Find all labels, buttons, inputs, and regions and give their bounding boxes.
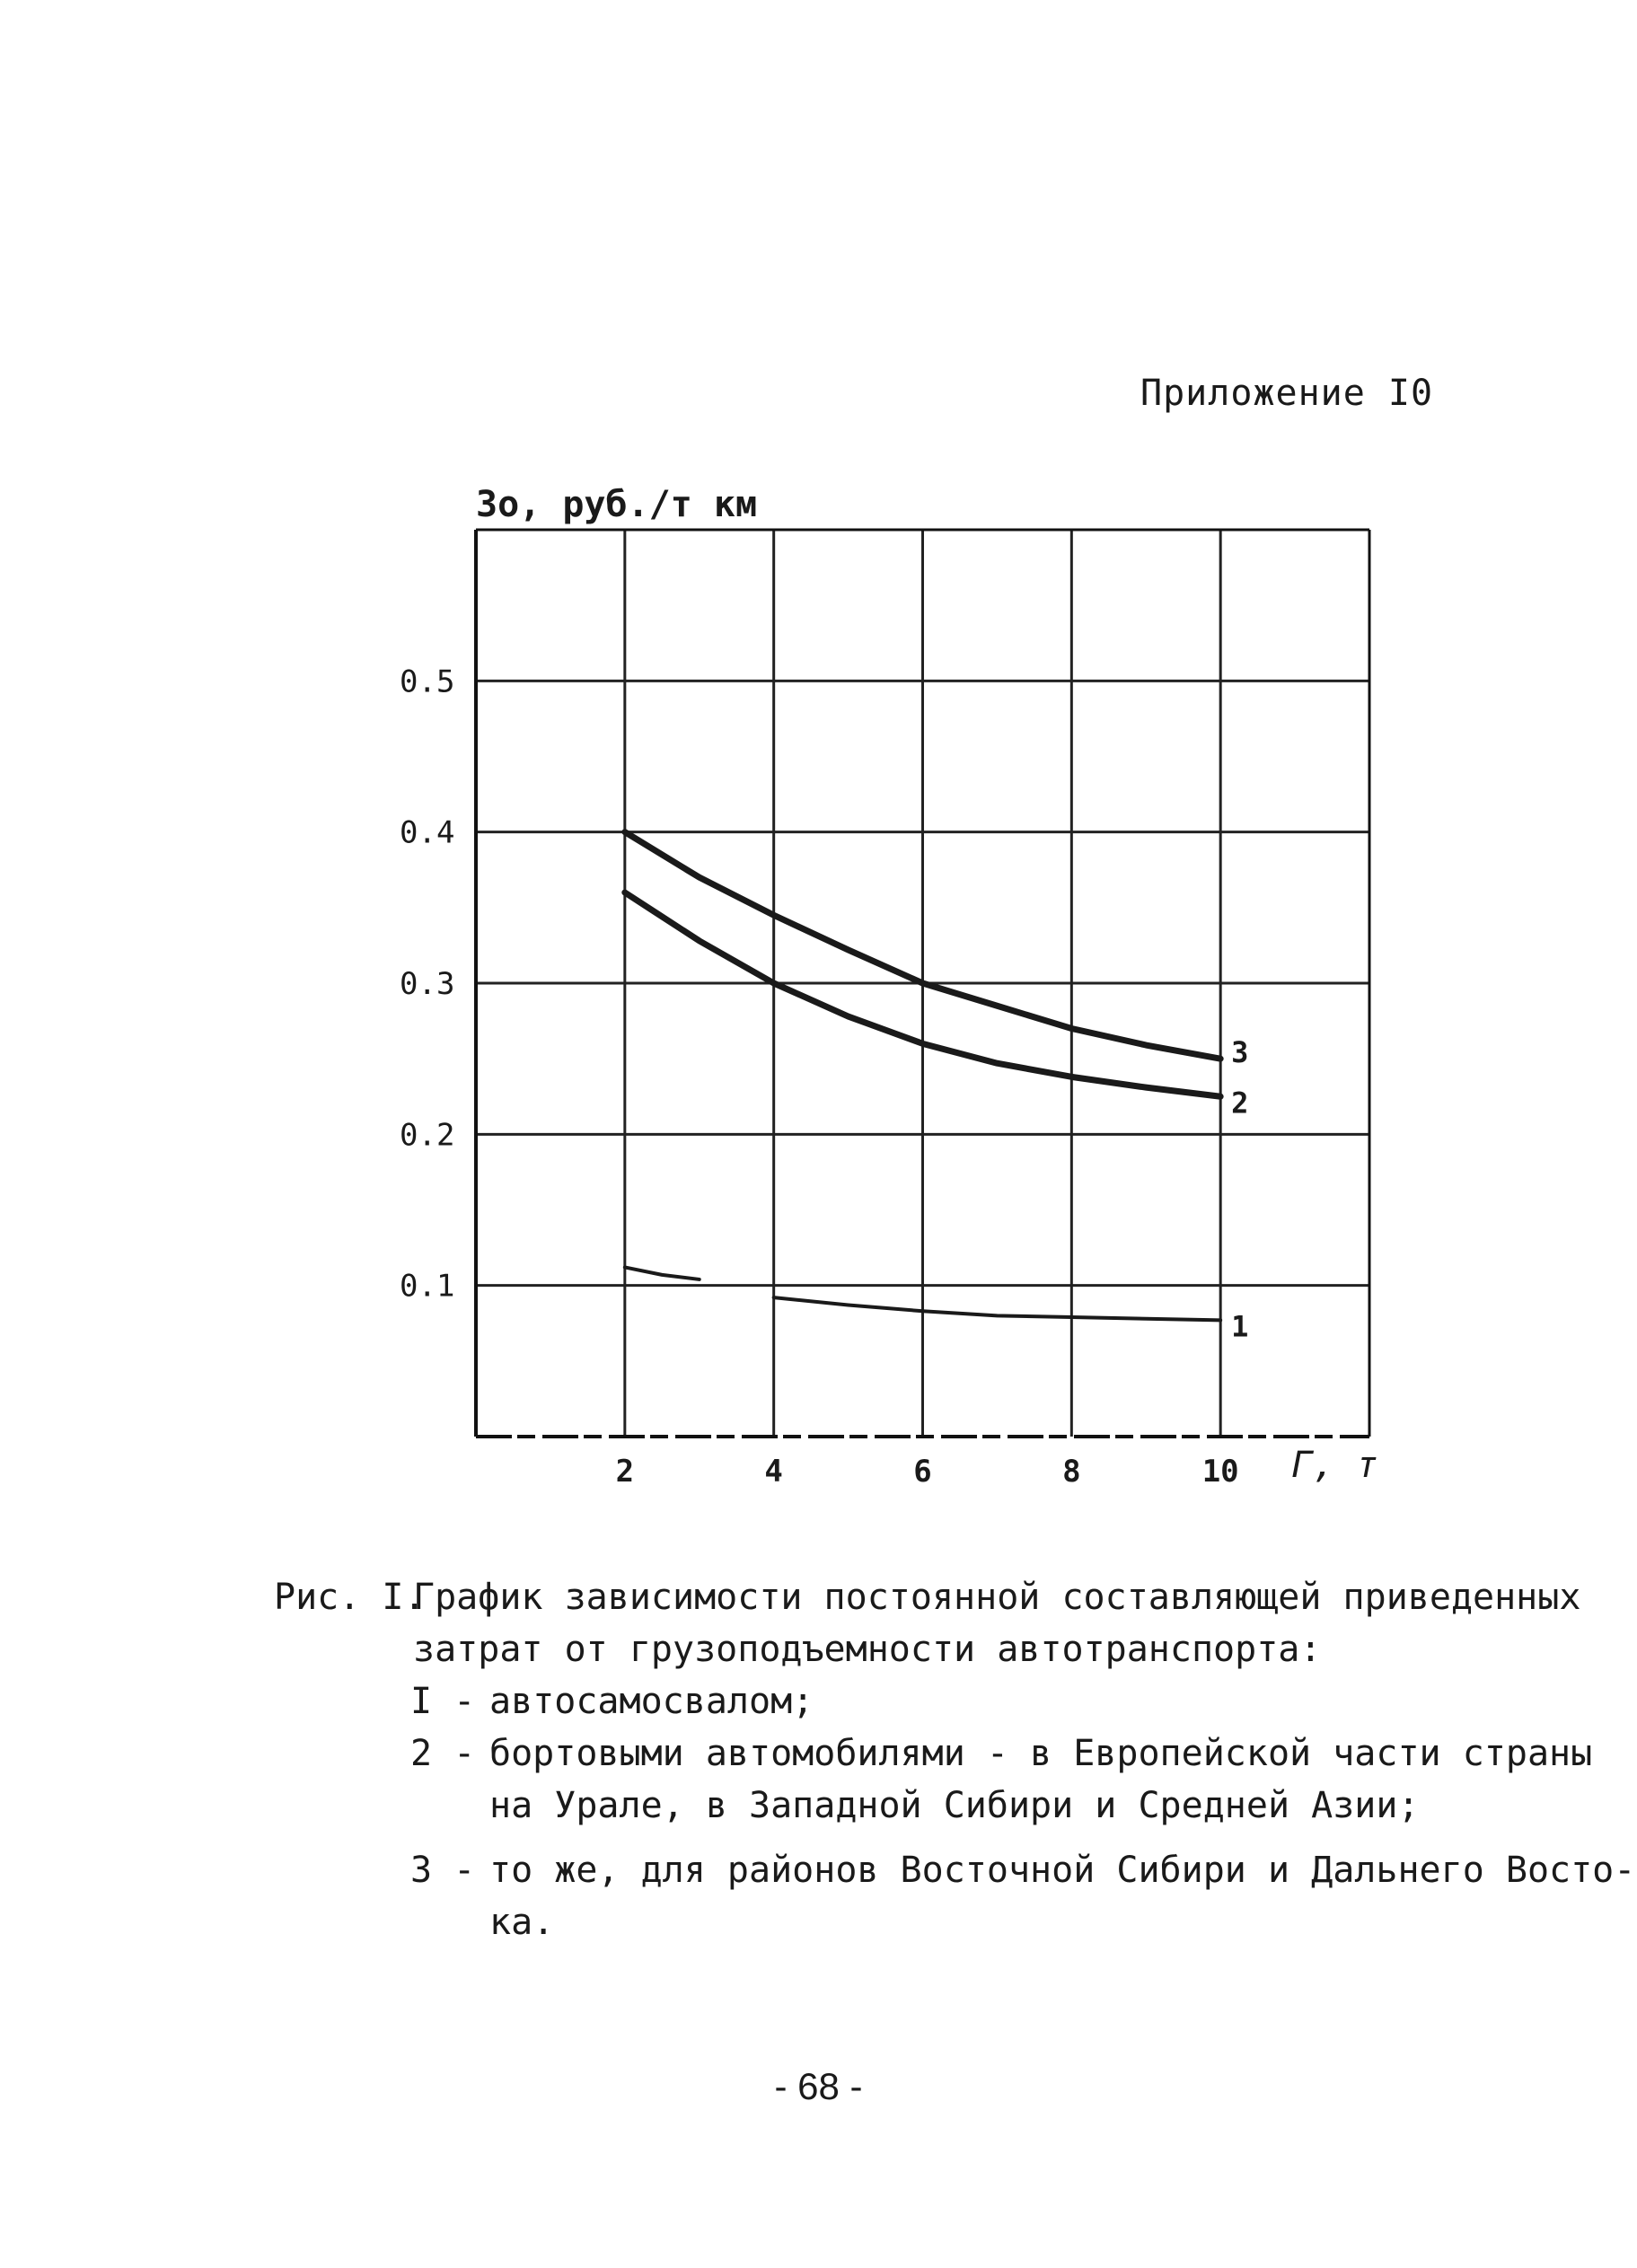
y-tick-label: 0.1 xyxy=(400,1268,455,1305)
caption-item-1 xyxy=(274,1675,1531,1727)
x-tick-label: 4 xyxy=(764,1454,783,1490)
page-number: - 68 - xyxy=(774,2065,863,2107)
series-label-2: 2 xyxy=(1231,1086,1249,1121)
chart-series xyxy=(625,832,1249,1344)
y-tick-labels xyxy=(400,664,454,1304)
y-tick-label: 0.4 xyxy=(400,814,455,851)
caption-item-text: автосамосвалом; xyxy=(489,1681,814,1722)
x-tick-label: 10 xyxy=(1201,1454,1239,1490)
y-tick-label: 0.5 xyxy=(400,664,455,700)
x-tick-label: 6 xyxy=(913,1454,932,1490)
caption-item-3 xyxy=(274,1844,1636,1948)
x-tick-labels xyxy=(616,1454,1239,1490)
series-label-3: 3 xyxy=(1231,1035,1249,1070)
caption-title-cont: затрат от грузоподъемности автотранспорта: xyxy=(413,1629,1322,1670)
series-label-1: 1 xyxy=(1231,1309,1249,1344)
x-tick-label: 8 xyxy=(1062,1454,1081,1490)
caption-item-number: 2 - xyxy=(410,1733,476,1774)
caption-item-text: бортовыми автомобилями - в Европейской части страны xyxy=(489,1733,1593,1774)
caption-item-cont: ка. xyxy=(489,1902,555,1943)
y-axis-title: 3o, руб./т км xyxy=(476,484,758,525)
caption-item-cont: на Урале, в Западной Сибири и Средней Азии; xyxy=(489,1785,1420,1826)
caption-item-text: то же, для районов Восточной Сибири и Дальнего Восто- xyxy=(489,1850,1636,1891)
figure-caption xyxy=(274,1571,1636,1948)
caption-item-2 xyxy=(274,1727,1593,1832)
caption-item-number: 3 - xyxy=(410,1850,476,1891)
y-tick-label: 0.3 xyxy=(400,966,455,1002)
y-tick-label: 0.2 xyxy=(400,1117,455,1154)
caption-title: График зависимости постоянной составляющей приведенных xyxy=(413,1577,1581,1618)
x-tick-label: 2 xyxy=(615,1454,635,1490)
caption-item-number: I - xyxy=(410,1681,476,1722)
caption-title-line xyxy=(274,1571,1581,1623)
appendix-label: Приложение I0 xyxy=(1140,373,1434,414)
x-axis-title: Г, т xyxy=(1291,1445,1378,1486)
caption-prefix: Рис. I. xyxy=(274,1577,426,1618)
